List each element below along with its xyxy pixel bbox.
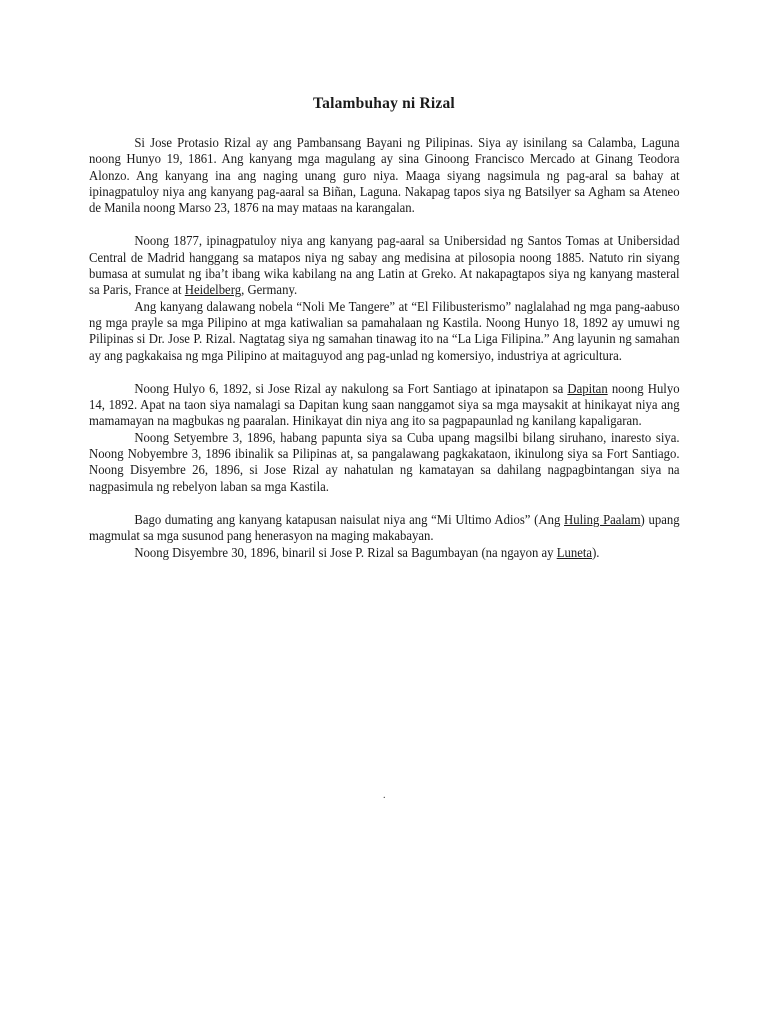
text-section xyxy=(89,512,679,561)
paragraph xyxy=(89,299,680,364)
page-mark: . xyxy=(383,790,386,801)
text-run: Bago dumating ang kanyang katapusan naisulat niya ang “Mi Ultimo Adios” (Ang xyxy=(134,511,565,527)
text-run: Ang kanyang dalawang nobela “Noli Me Tangere” at “El Filibusterismo” naglalahad ng mga pang-aabuso ng mga prayle sa mga Pilipino at mga katiwalian sa pamahalaan ng Kastila. Noong Hunyo 18, 1892 ay umuwi ng Pilipinas si Dr. Jose P. Rizal. Nagtatag siya ng samahan tinawag ito na “La Liga Filipina.” Ang layunin ng samahan ay ang pagkakaisa ng mga Pilipino at maitaguyod ang pag-unlad ng komersiyo, industriya at agricultura. xyxy=(89,298,680,363)
text-run: ). xyxy=(592,544,600,560)
text-run: Noong 1877, ipinagpatuloy niya ang kanyang pag-aaral sa Unibersidad ng Santos Tomas at Unibersidad Central de Madrid hanggang sa matapos niya ng sabay ang medisina at pilosopia noong 1885. Natuto rin siyang bumasa at sumulat ng iba’t ibang wika kabilang na ang Latin at Greko. At nakapagtapos siya ng kanyang masteral sa Paris, France at xyxy=(89,233,680,298)
text-run: Noong Disyembre 30, 1896, binaril si Jose P. Rizal sa Bagumbayan (na ngayon ay xyxy=(134,544,557,560)
document-body xyxy=(89,135,679,561)
paragraph xyxy=(89,381,680,430)
text-run: noong Hulyo 14, 1892. Apat na taon siya namalagi sa Dapitan kung saan nanggamot siya sa mga maysakit at hinikayat niya ang mamamayan na magbukas ng paaralan. Hinikayat din niya ang ito sa pagpapaunlad ng kanilang kapaligaran. xyxy=(89,380,680,429)
underlined-term: Luneta xyxy=(556,544,593,560)
paragraph xyxy=(89,545,680,561)
text-section xyxy=(89,381,679,495)
document-title: Talambuhay ni Rizal xyxy=(313,95,455,112)
paragraph xyxy=(89,135,680,216)
text-run: Si Jose Protasio Rizal ay ang Pambansang Bayani ng Pilipinas. Siya ay isinilang sa Calamba, Laguna noong Hunyo 19, 1861. Ang kanyang mga magulang ay sina Ginoong Francisco Mercado at Ginang Teodora Alonzo. Ang kanyang ina ang naging unang guro niya. Maaga siyang nagsimula ng pag-aral sa bahay at ipinagpatuloy niya ang kanyang pag-aaral sa Biñan, Laguna. Nakapag tapos siya ng Batsilyer sa Agham sa Ateneo de Manila noong Marso 23, 1876 na may mataas na karangalan. xyxy=(89,135,680,216)
text-run: , Germany. xyxy=(241,282,298,298)
paragraph xyxy=(89,233,680,298)
underlined-term: Huling Paalam xyxy=(564,511,641,527)
underlined-term: Heidelberg xyxy=(184,282,242,298)
text-section xyxy=(89,233,679,363)
paragraph xyxy=(89,430,680,495)
underlined-term: Dapitan xyxy=(567,380,608,396)
text-run: Noong Hulyo 6, 1892, si Jose Rizal ay nakulong sa Fort Santiago at ipinatapon sa xyxy=(134,380,568,396)
text-section xyxy=(89,135,679,216)
text-run: Noong Setyembre 3, 1896, habang papunta siya sa Cuba upang magsilbi bilang siruhano, inaresto siya. Noong Nobyembre 3, 1896 ibinalik sa Pilipinas at, sa pangalawang pagkakataon, ikinulong siya sa Fort Santiago. Noong Disyembre 26, 1896, si Jose Rizal ay nahatulan ng kamatayan sa dahilang nagpagbintangan siya na nagpasimula ng rebelyon laban sa mga Kastila. xyxy=(89,429,680,494)
text-run: ) upang magmulat sa mga susunod pang henerasyon na maging makabayan. xyxy=(89,511,680,544)
paragraph xyxy=(89,512,680,545)
